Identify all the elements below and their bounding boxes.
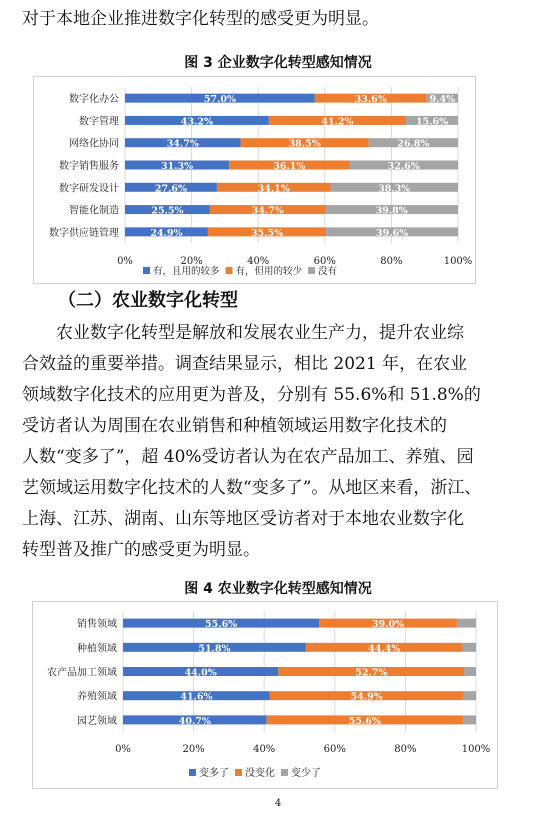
data-label: 38.3% (378, 183, 411, 195)
data-label: 39.8% (375, 205, 408, 217)
category-label: 园艺领域 (77, 715, 117, 727)
legend-label: 没有 (318, 266, 338, 277)
data-label: 34.7% (166, 138, 199, 150)
figure4-chart (32, 601, 498, 789)
category-label: 网络化协同 (69, 138, 119, 150)
page-number: 4 (274, 798, 282, 809)
legend-swatch (226, 267, 233, 274)
body-paragraph (22, 318, 537, 566)
legend-swatch (281, 769, 288, 776)
data-label: 33.6% (354, 94, 387, 106)
data-label: 15.6% (415, 116, 449, 128)
body-line: 人数“变多了”，超 40%受访者认为在农产品加工、养殖、园 (22, 447, 474, 467)
data-label: 41.2% (321, 116, 354, 128)
data-label: 41.6% (180, 691, 213, 703)
data-label: 32.6% (387, 161, 420, 172)
legend-swatch (143, 267, 150, 274)
x-tick-label: 100% (443, 256, 473, 267)
x-tick-label: 40% (253, 744, 276, 755)
bar-segment (463, 715, 476, 724)
legend-label: 有，且用的较多 (153, 266, 220, 277)
x-tick-label: 80% (380, 256, 403, 267)
data-label: 44.4% (368, 643, 401, 655)
category-label: 数字化办公 (69, 94, 119, 106)
chart-svg (33, 602, 497, 788)
category-label: 养殖领域 (77, 691, 117, 703)
body-line: 艺领域运用数字化技术的人数“变多了”。从地区来看，浙江、 (22, 478, 482, 498)
data-label: 38.5% (288, 138, 321, 150)
data-label: 43.2% (180, 116, 214, 128)
data-label: 39.6% (375, 227, 409, 239)
x-tick-label: 80% (394, 744, 417, 755)
data-label: 27.6% (154, 183, 188, 195)
data-label: 55.6% (348, 715, 381, 727)
category-label: 数字研发设计 (59, 183, 119, 195)
data-label: 35.5% (250, 227, 284, 239)
body-line: 农业数字化转型是解放和发展农业生产力，提升农业综 (56, 323, 464, 343)
data-label: 24.9% (150, 227, 183, 239)
bar-segment (464, 667, 476, 676)
data-label: 52.7% (355, 667, 388, 679)
data-label: 9.4% (429, 94, 456, 106)
data-label: 31.3% (161, 161, 194, 172)
data-label: 39.0% (372, 619, 405, 631)
body-line: 领域数字化技术的应用更为普及，分别有 55.6%和 51.8%的 (22, 385, 481, 405)
category-label: 数字销售服务 (59, 161, 119, 172)
category-label: 农产品加工领域 (47, 667, 117, 679)
chart-svg (34, 77, 475, 283)
figure4-title: 图 4 农业数字化转型感知情况 (184, 581, 372, 597)
data-label: 26.8% (397, 138, 430, 150)
legend-swatch (235, 769, 242, 776)
x-tick-label: 20% (180, 256, 203, 267)
legend-label: 没变化 (245, 768, 275, 779)
data-label: 55.6% (205, 619, 238, 631)
body-line: 上海、江苏、湖南、山东等地区受访者对于本地农业数字化 (22, 509, 464, 529)
section-heading: （二）农业数字化转型 (58, 290, 238, 311)
category-label: 种植领域 (77, 643, 117, 655)
legend-label: 变少了 (291, 768, 321, 779)
legend-swatch (308, 267, 315, 274)
x-tick-label: 20% (182, 744, 205, 755)
bar-segment (457, 619, 476, 628)
data-label: 51.8% (198, 643, 231, 655)
category-label: 数字供应链管理 (49, 227, 119, 239)
data-label: 36.1% (273, 161, 306, 172)
x-tick-label: 100% (461, 744, 491, 755)
bar-segment (464, 691, 476, 700)
x-tick-label: 40% (247, 256, 270, 267)
category-label: 销售领域 (77, 619, 117, 631)
body-line: 合效益的重要举措。调查结果显示，相比 2021 年，在农业 (22, 354, 468, 374)
body-line: 受访者认为周围在农业销售和种植领域运用数字化技术的 (22, 416, 447, 436)
legend-label: 有，但用的较少 (235, 266, 303, 277)
x-tick-label: 0% (117, 256, 133, 267)
data-label: 25.5% (151, 205, 184, 217)
category-label: 智能化制造 (69, 205, 119, 217)
category-label: 数字管理 (79, 116, 119, 128)
x-tick-label: 60% (313, 256, 336, 267)
figure3-title: 图 3 企业数字化转型感知情况 (184, 55, 372, 71)
body-line: 转型普及推广的感受更为明显。 (22, 540, 260, 560)
legend-label: 变多了 (199, 768, 229, 779)
figure3-chart (33, 76, 476, 284)
data-label: 40.7% (178, 715, 211, 727)
data-label: 54.9% (350, 691, 383, 703)
data-label: 57.0% (203, 94, 236, 106)
x-tick-label: 60% (323, 744, 346, 755)
data-label: 34.7% (251, 205, 284, 217)
x-tick-label: 0% (115, 744, 131, 755)
bar-segment (463, 643, 476, 652)
data-label: 44.0% (184, 667, 217, 679)
intro-line: 对于本地企业推进数字化转型的感受更为明显。 (22, 9, 379, 29)
data-label: 34.1% (257, 183, 290, 195)
legend-swatch (189, 769, 196, 776)
